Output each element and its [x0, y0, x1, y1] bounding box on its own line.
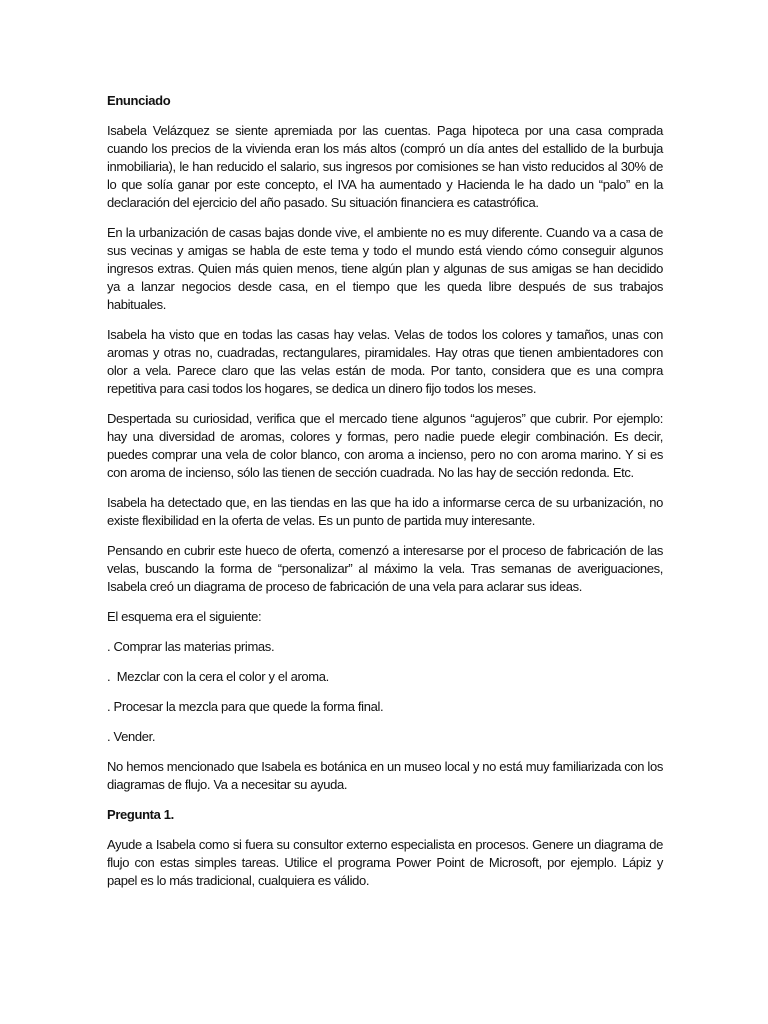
- paragraph-market-gaps: Despertada su curiosidad, verifica que el mercado tiene algunos “agujeros” que cubrir. Por ejemplo: hay una diversidad de aromas, colores y formas, pero nadie puede elegir combinación. Es decir, puedes comprar una vela de color blanco, con aroma a incienso, pero no con aroma marino. Y si es con aroma de incienso, sólo las tienen de sección cuadrada. No las hay de sección redonda. Etc.: [107, 411, 663, 480]
- paragraph-process: Pensando en cubrir este hueco de oferta, comenzó a interesarse por el proceso de fabricación de las velas, buscando la forma de “personalizar” al máximo la vela. Tras semanas de averiguaciones, Isabela creó un diagrama de proceso de fabricación de una vela para aclarar sus ideas.: [107, 543, 663, 594]
- paragraph-neighborhood: En la urbanización de casas bajas donde vive, el ambiente no es muy diferente. Cuando va a casa de sus vecinas y amigas se habla de este tema y todo el mundo está viendo cómo conseguir algunos ingresos extras. Quien más quien menos, tiene algún plan y algunas de sus amigas se han decidido ya a lanzar negocios desde casa, en el tiempo que les queda libre después de sus trabajos habituales.: [107, 225, 663, 312]
- scheme-intro: El esquema era el siguiente:: [107, 609, 262, 624]
- step-item: . Procesar la mezcla para que quede la forma final.: [107, 699, 384, 714]
- step-item: . Comprar las materias primas.: [107, 639, 275, 654]
- paragraph-situation: Isabela Velázquez se siente apremiada por las cuentas. Paga hipoteca por una casa comprada cuando los precios de la vivienda eran los más altos (compró un día antes del estallido de la burbuja inmobiliaria), le han reducido el salario, sus ingresos por comisiones se han visto reducidos al 30% de lo que solía ganar por este concepto, el IVA ha aumentado y Hacienda le ha dado un “palo” en la declaración del ejercicio del año pasado. Su situación financiera es catastrófica.: [107, 123, 663, 210]
- step-item: . Mezclar con la cera el color y el aroma.: [107, 669, 329, 684]
- document-body: [107, 92, 663, 902]
- question-text: Ayude a Isabela como si fuera su consultor externo especialista en procesos. Genere un diagrama de flujo con estas simples tareas. Utilice el programa Power Point de Microsoft, por ejemplo. Lápiz y papel es lo más tradicional, cualquiera es válido.: [107, 837, 663, 888]
- paragraph-flexibility: Isabela ha detectado que, en las tiendas en las que ha ido a informarse cerca de su urbanización, no existe flexibilidad en la oferta de velas. Es un punto de partida muy interesante.: [107, 495, 663, 528]
- question-title: Pregunta 1.: [107, 807, 174, 822]
- paragraph-closing: No hemos mencionado que Isabela es botánica en un museo local y no está muy familiarizada con los diagramas de flujo. Va a necesitar su ayuda.: [107, 759, 663, 792]
- document-heading: Enunciado: [107, 93, 171, 108]
- paragraph-candles: Isabela ha visto que en todas las casas hay velas. Velas de todos los colores y tamaños, unas con aromas y otras no, cuadradas, rectangulares, piramidales. Hay otras que tienen ambientadores con olor a vela. Parece claro que las velas están de moda. Por tanto, considera que es una compra repetitiva para casi todos los hogares, se dedica un dinero fijo todos los meses.: [107, 327, 663, 396]
- step-item: . Vender.: [107, 729, 156, 744]
